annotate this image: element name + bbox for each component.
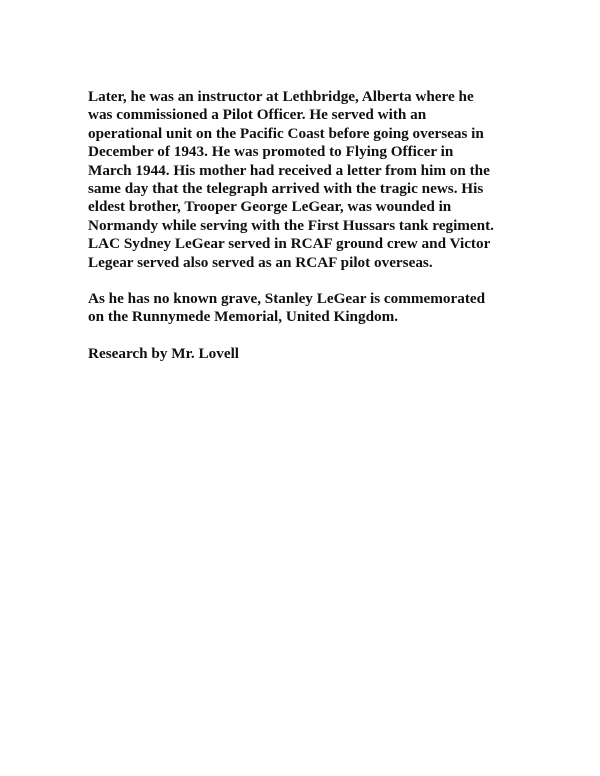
- text-line: on the Runnymede Memorial, United Kingdom.: [88, 308, 399, 326]
- text-line: was commissioned a Pilot Officer. He served with an: [88, 106, 427, 124]
- text-line: December of 1943. He was promoted to Flying Officer in: [88, 143, 454, 161]
- memorial-paragraph: [88, 290, 528, 327]
- text-line: eldest brother, Trooper George LeGear, was wounded in: [88, 198, 452, 216]
- text-line: Later, he was an instructor at Lethbridge, Alberta where he: [88, 88, 474, 105]
- text-line: Normandy while serving with the First Hussars tank regiment.: [88, 216, 494, 234]
- text-line: March 1944. His mother had received a letter from him on the: [88, 161, 490, 179]
- text-line: As he has no known grave, Stanley LeGear is commemorated: [88, 290, 486, 308]
- text-line: Research by Mr. Lovell: [88, 344, 240, 362]
- biography-paragraph: [88, 88, 528, 272]
- text-line: same day that the telegraph arrived with the tragic news. His: [88, 180, 484, 198]
- research-credit: [88, 345, 528, 363]
- text-line: operational unit on the Pacific Coast before going overseas in: [88, 124, 484, 142]
- text-line: LAC Sydney LeGear served in RCAF ground crew and Victor: [88, 235, 491, 253]
- text-line: Legear served also served as an RCAF pilot overseas.: [88, 253, 433, 271]
- document-body: [88, 88, 528, 381]
